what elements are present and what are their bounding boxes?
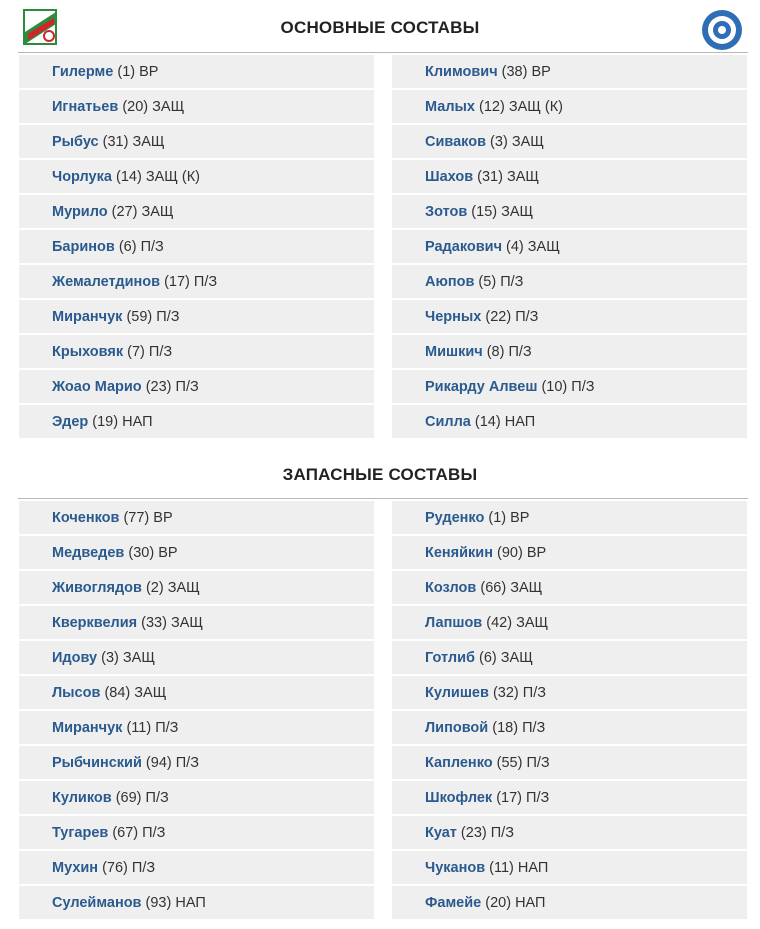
player-row[interactable] bbox=[392, 501, 747, 534]
player-number: (14) bbox=[115, 168, 142, 185]
substitutes-header: ЗАПАСНЫЕ СОСТАВЫ bbox=[282, 465, 478, 484]
player-position: П/З bbox=[515, 308, 539, 325]
player-number: (32) bbox=[492, 684, 519, 701]
player-position: ЗАЩ bbox=[167, 579, 200, 596]
player-row[interactable] bbox=[392, 816, 747, 849]
player-name-link[interactable]: Лысов bbox=[52, 684, 101, 701]
player-number: (76) bbox=[102, 859, 128, 876]
player-number: (42) bbox=[486, 614, 513, 631]
player-name-link[interactable]: Лапшов bbox=[425, 614, 483, 631]
player-number: (11) bbox=[489, 859, 514, 876]
player-number: (15) bbox=[471, 203, 498, 220]
player-name-link[interactable]: Миранчук bbox=[52, 308, 123, 325]
player-position: ЗАЩ bbox=[527, 238, 560, 255]
player-name-link[interactable]: Живоглядов bbox=[52, 579, 142, 596]
away-starting-lineup bbox=[392, 55, 747, 440]
player-position: ЗАЩ bbox=[134, 684, 167, 701]
player-number: (23) bbox=[460, 824, 487, 841]
player-row[interactable] bbox=[392, 641, 747, 674]
player-position: П/З bbox=[142, 824, 166, 841]
player-position: НАП bbox=[504, 413, 536, 430]
player-number: (10) bbox=[541, 378, 568, 395]
player-number: (14) bbox=[474, 413, 501, 430]
player-name-link[interactable]: Шкофлек bbox=[425, 789, 493, 806]
player-name-link[interactable]: Мухин bbox=[52, 859, 99, 876]
player-name-link[interactable]: Жоао Марио bbox=[52, 378, 142, 395]
player-row[interactable] bbox=[392, 160, 747, 193]
player-row[interactable] bbox=[19, 711, 374, 744]
player-position: П/З bbox=[500, 273, 524, 290]
player-name-link[interactable]: Гилерме bbox=[52, 63, 114, 80]
player-position: П/З bbox=[508, 343, 532, 360]
player-row[interactable] bbox=[392, 405, 747, 438]
player-number: (93) bbox=[145, 894, 172, 911]
player-row[interactable] bbox=[19, 676, 374, 709]
player-position: ЗАЩ bbox=[152, 98, 185, 115]
player-name-link[interactable]: Коченков bbox=[52, 509, 120, 526]
player-name-link[interactable]: Тугарев bbox=[52, 824, 109, 841]
player-row[interactable] bbox=[19, 641, 374, 674]
divider bbox=[18, 52, 748, 53]
player-position: П/З bbox=[175, 378, 199, 395]
player-number: (17) bbox=[496, 789, 522, 806]
player-row[interactable] bbox=[392, 335, 747, 368]
player-position: НАП bbox=[175, 894, 206, 911]
player-name-link[interactable]: Липовой bbox=[425, 719, 489, 736]
player-row[interactable] bbox=[392, 195, 747, 228]
player-position: ВР bbox=[526, 544, 547, 561]
player-name-link[interactable]: Миранчук bbox=[52, 719, 123, 736]
player-name-link[interactable]: Кверквелия bbox=[52, 614, 138, 631]
player-row[interactable] bbox=[392, 781, 747, 814]
player-name-link[interactable]: Руденко bbox=[425, 509, 485, 526]
player-row[interactable] bbox=[19, 781, 374, 814]
player-name-link[interactable]: Крыховяк bbox=[52, 343, 124, 360]
player-name-link[interactable]: Силла bbox=[425, 413, 471, 430]
player-position: ЗАЩ bbox=[122, 649, 155, 666]
player-position: НАП bbox=[122, 413, 153, 430]
player-row[interactable] bbox=[19, 816, 374, 849]
divider bbox=[18, 498, 748, 499]
player-name-link[interactable]: Зотов bbox=[425, 203, 468, 220]
player-position: ЗАЩ (К) bbox=[508, 98, 563, 115]
player-number: (6) bbox=[118, 238, 137, 255]
player-number: (5) bbox=[478, 273, 497, 290]
player-row[interactable] bbox=[19, 571, 374, 604]
player-number: (22) bbox=[485, 308, 512, 325]
player-number: (18) bbox=[492, 719, 519, 736]
player-name-link[interactable]: Климович bbox=[425, 63, 498, 80]
player-name-link[interactable]: Рыбус bbox=[52, 133, 99, 150]
player-position: ЗАЩ (К) bbox=[145, 168, 200, 185]
player-row[interactable] bbox=[392, 536, 747, 569]
player-position: П/З bbox=[522, 684, 546, 701]
player-row[interactable] bbox=[19, 501, 374, 534]
player-position: П/З bbox=[526, 789, 550, 806]
player-name-link[interactable]: Чуканов bbox=[425, 859, 486, 876]
player-name-link[interactable]: Кеняйкин bbox=[425, 544, 493, 561]
player-number: (4) bbox=[506, 238, 524, 255]
player-position: ЗАЩ bbox=[132, 133, 165, 150]
player-number: (2) bbox=[145, 579, 164, 596]
player-position: ЗАЩ bbox=[506, 168, 539, 185]
player-number: (12) bbox=[479, 98, 505, 115]
player-number: (31) bbox=[102, 133, 129, 150]
player-name-link[interactable]: Рикарду Алвеш bbox=[425, 378, 538, 395]
player-number: (59) bbox=[126, 308, 153, 325]
player-number: (8) bbox=[486, 343, 505, 360]
player-name-link[interactable]: Сулейманов bbox=[52, 894, 142, 911]
player-name-link[interactable]: Аюпов bbox=[425, 273, 475, 290]
player-position: ВР bbox=[510, 509, 530, 526]
player-name-link[interactable]: Козлов bbox=[425, 579, 477, 596]
player-row[interactable] bbox=[392, 370, 747, 403]
player-number: (1) bbox=[488, 509, 507, 526]
player-number: (67) bbox=[112, 824, 139, 841]
player-position: ЗАЩ bbox=[500, 649, 533, 666]
player-row[interactable] bbox=[19, 230, 374, 263]
player-name-link[interactable]: Куат bbox=[425, 824, 457, 841]
player-position: П/З bbox=[526, 754, 550, 771]
player-number: (33) bbox=[141, 614, 167, 631]
player-name-link[interactable]: Медведев bbox=[52, 544, 125, 561]
player-position: ВР bbox=[153, 509, 173, 526]
player-number: (6) bbox=[479, 649, 497, 666]
player-row[interactable] bbox=[19, 536, 374, 569]
player-position: ВР bbox=[139, 63, 159, 80]
player-name-link[interactable]: Мурило bbox=[52, 203, 108, 220]
player-number: (3) bbox=[490, 133, 508, 150]
player-name-link[interactable]: Эдер bbox=[52, 413, 89, 430]
player-name-link[interactable]: Готлиб bbox=[425, 649, 475, 666]
player-row[interactable] bbox=[19, 746, 374, 779]
player-number: (55) bbox=[496, 754, 523, 771]
player-row[interactable] bbox=[392, 125, 747, 158]
player-row[interactable] bbox=[19, 370, 374, 403]
player-number: (66) bbox=[480, 579, 507, 596]
player-number: (1) bbox=[117, 63, 136, 80]
player-number: (23) bbox=[145, 378, 172, 395]
player-name-link[interactable]: Фамейе bbox=[425, 894, 482, 911]
home-starting-lineup bbox=[19, 55, 374, 440]
player-row[interactable] bbox=[392, 711, 747, 744]
player-name-link[interactable]: Идову bbox=[52, 649, 98, 666]
player-number: (3) bbox=[101, 649, 119, 666]
player-name-link[interactable]: Баринов bbox=[52, 238, 115, 255]
player-position: ЗАЩ bbox=[510, 579, 543, 596]
player-row[interactable] bbox=[19, 851, 374, 884]
player-number: (94) bbox=[145, 754, 172, 771]
player-row[interactable] bbox=[392, 746, 747, 779]
player-name-link[interactable]: Жемалетдинов bbox=[52, 273, 161, 290]
player-position: П/З bbox=[156, 308, 180, 325]
player-position: П/З bbox=[193, 273, 218, 290]
player-row[interactable] bbox=[392, 571, 747, 604]
orenburg-logo-icon bbox=[700, 8, 744, 52]
player-position: ЗАЩ bbox=[501, 203, 534, 220]
away-substitutes bbox=[392, 501, 747, 921]
player-name-link[interactable]: Кулишев bbox=[425, 684, 489, 701]
player-name-link[interactable]: Мишкич bbox=[425, 343, 483, 360]
player-position: НАП bbox=[517, 859, 549, 876]
player-row[interactable] bbox=[392, 90, 747, 123]
player-name-link[interactable]: Чорлука bbox=[52, 168, 112, 185]
player-name-link[interactable]: Черных bbox=[425, 308, 482, 325]
player-number: (17) bbox=[164, 273, 190, 290]
player-row[interactable] bbox=[19, 335, 374, 368]
player-row[interactable] bbox=[392, 676, 747, 709]
player-position: ЗАЩ bbox=[511, 133, 544, 150]
player-number: (19) bbox=[92, 413, 119, 430]
player-name-link[interactable]: Куликов bbox=[52, 789, 112, 806]
player-name-link[interactable]: Радакович bbox=[425, 238, 502, 255]
player-number: (69) bbox=[115, 789, 142, 806]
player-position: ВР bbox=[158, 544, 178, 561]
player-row[interactable] bbox=[19, 300, 374, 333]
player-position: НАП bbox=[515, 894, 546, 911]
player-name-link[interactable]: Малых bbox=[425, 98, 475, 115]
player-position: П/З bbox=[131, 859, 156, 876]
player-row[interactable] bbox=[392, 300, 747, 333]
player-row[interactable] bbox=[19, 195, 374, 228]
player-row[interactable] bbox=[19, 55, 374, 88]
player-position: ВР bbox=[531, 63, 551, 80]
player-position: П/З bbox=[155, 719, 179, 736]
player-position: П/З bbox=[145, 789, 169, 806]
player-position: П/З bbox=[522, 719, 546, 736]
player-position: ЗАЩ bbox=[516, 614, 549, 631]
player-number: (7) bbox=[127, 343, 145, 360]
player-number: (84) bbox=[104, 684, 131, 701]
player-name-link[interactable]: Капленко bbox=[425, 754, 493, 771]
player-name-link[interactable]: Рыбчинский bbox=[52, 754, 142, 771]
player-row[interactable] bbox=[19, 265, 374, 298]
player-row[interactable] bbox=[392, 230, 747, 263]
player-number: (38) bbox=[501, 63, 528, 80]
player-position: П/З bbox=[140, 238, 164, 255]
player-position: П/З bbox=[490, 824, 514, 841]
player-number: (30) bbox=[128, 544, 155, 561]
player-name-link[interactable]: Сиваков bbox=[425, 133, 487, 150]
player-row[interactable] bbox=[392, 851, 747, 884]
player-row[interactable] bbox=[19, 125, 374, 158]
player-row[interactable] bbox=[392, 55, 747, 88]
player-number: (27) bbox=[111, 203, 138, 220]
player-row[interactable] bbox=[19, 606, 374, 639]
player-row[interactable] bbox=[19, 405, 374, 438]
player-row[interactable] bbox=[19, 160, 374, 193]
player-position: П/З bbox=[175, 754, 199, 771]
player-row[interactable] bbox=[19, 886, 374, 919]
main-lineups-header: ОСНОВНЫЕ СОСТАВЫ bbox=[280, 18, 480, 37]
player-position: ЗАЩ bbox=[170, 614, 204, 631]
player-row[interactable] bbox=[19, 90, 374, 123]
player-number: (90) bbox=[497, 544, 523, 561]
player-name-link[interactable]: Шахов bbox=[425, 168, 474, 185]
player-position: П/З bbox=[148, 343, 173, 360]
player-number: (31) bbox=[477, 168, 503, 185]
player-name-link[interactable]: Игнатьев bbox=[52, 98, 119, 115]
player-number: (77) bbox=[123, 509, 150, 526]
player-position: П/З bbox=[571, 378, 595, 395]
player-number: (20) bbox=[122, 98, 149, 115]
player-row[interactable] bbox=[392, 886, 747, 919]
player-position: ЗАЩ bbox=[141, 203, 174, 220]
player-row[interactable] bbox=[392, 606, 747, 639]
player-number: (11) bbox=[126, 719, 152, 736]
player-row[interactable] bbox=[392, 265, 747, 298]
home-substitutes bbox=[19, 501, 374, 921]
player-number: (20) bbox=[485, 894, 512, 911]
